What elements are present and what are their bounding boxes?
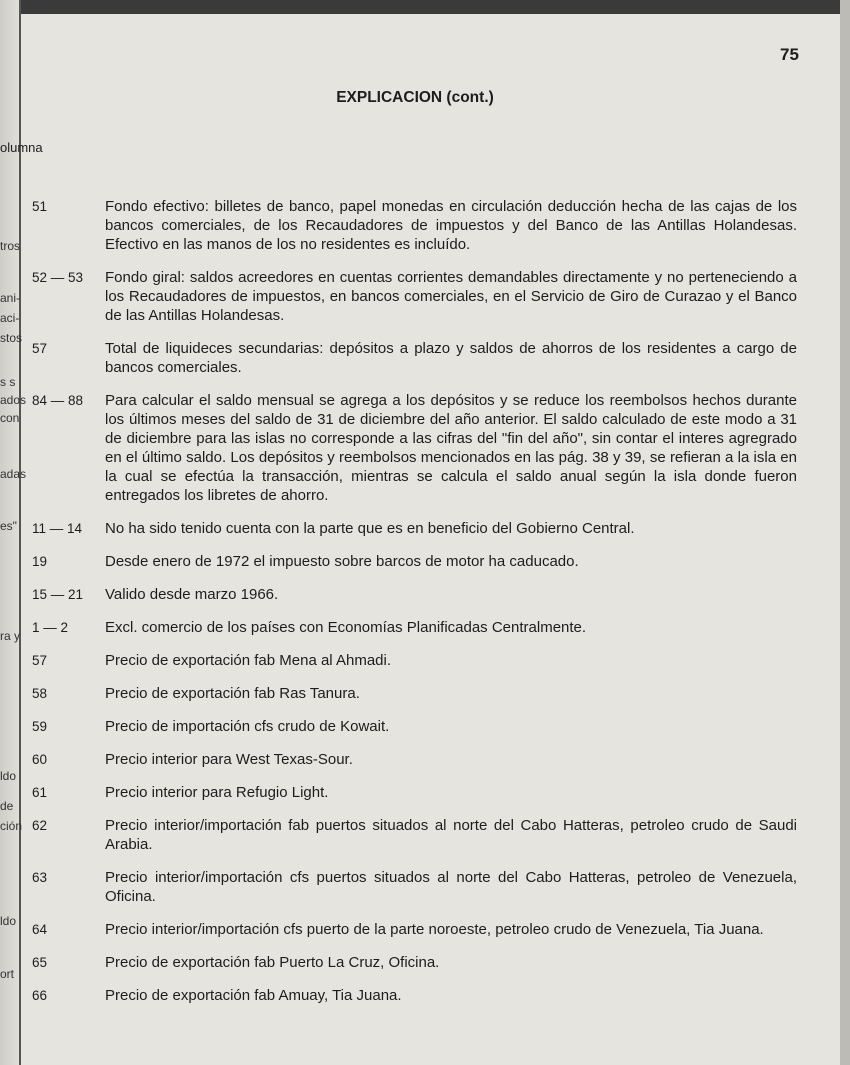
explanation-text: No ha sido tenido cuenta con la parte que es en beneficio del Gobierno Central. bbox=[105, 520, 635, 537]
list-item bbox=[0, 519, 800, 538]
margin-fragment: es" bbox=[0, 519, 17, 533]
column-number: 66 bbox=[32, 988, 48, 1003]
margin-fragment: s s bbox=[0, 375, 16, 389]
list-item bbox=[0, 717, 800, 736]
margin-fragment: tros bbox=[0, 239, 21, 253]
column-number: 52 — 53 bbox=[32, 270, 84, 285]
scan-right-edge bbox=[840, 0, 850, 1065]
title-text: EXPLICACION (cont.) bbox=[336, 89, 494, 106]
explanation-text: Precio de exportación fab Ras Tanura. bbox=[105, 685, 360, 702]
list-item bbox=[0, 684, 800, 703]
page-number: 75 bbox=[780, 45, 799, 64]
list-item bbox=[0, 783, 800, 802]
list-item bbox=[0, 953, 800, 972]
explanation-text: Fondo giral: saldos acreedores en cuentas corrientes demandables directamente y no perteneciendo a los Recaudadores de impuestos, en bancos comerciales, en el Servicio de Giro de Curazao y el Banco de las Antillas Holandesas. bbox=[105, 269, 797, 324]
margin-fragment: ra y bbox=[0, 629, 21, 643]
column-number: 58 bbox=[32, 686, 48, 701]
list-item bbox=[0, 339, 800, 377]
margin-fragment: con bbox=[0, 411, 20, 425]
margin-fragment: ldo bbox=[0, 769, 17, 783]
margin-fragment: stos bbox=[0, 331, 23, 345]
list-item bbox=[0, 268, 800, 325]
column-number: 1 — 2 bbox=[32, 620, 69, 635]
list-item bbox=[0, 391, 800, 505]
column-number: 11 — 14 bbox=[32, 521, 83, 536]
margin-fragment: ción bbox=[0, 819, 23, 833]
list-item bbox=[0, 651, 800, 670]
column-number: 61 bbox=[32, 785, 48, 800]
margin-fragment: adas bbox=[0, 467, 27, 481]
page-title bbox=[0, 89, 850, 107]
column-number: 19 bbox=[32, 554, 48, 569]
explanation-text: Precio interior para West Texas-Sour. bbox=[105, 751, 353, 768]
margin-fragment: ort bbox=[0, 967, 15, 981]
explanation-text: Desde enero de 1972 el impuesto sobre barcos de motor ha caducado. bbox=[105, 553, 579, 570]
margin-fragment: ldo bbox=[0, 914, 17, 928]
list-item bbox=[0, 986, 800, 1005]
margin-fragment: ani- bbox=[0, 291, 21, 305]
scan-top-edge bbox=[0, 0, 850, 14]
list-item bbox=[0, 868, 800, 906]
column-number: 60 bbox=[32, 752, 48, 767]
list-item bbox=[0, 816, 800, 854]
column-number: 57 bbox=[32, 341, 48, 356]
explanation-text: Total de liquideces secundarias: depósitos a plazo y saldos de ahorros de los residentes a cargo de bancos comerciales. bbox=[105, 340, 797, 376]
column-number: 64 bbox=[32, 922, 48, 937]
column-number: 62 bbox=[32, 818, 48, 833]
list-item bbox=[0, 618, 800, 637]
list-item bbox=[0, 585, 800, 604]
explanation-list bbox=[0, 197, 800, 1019]
explanation-text: Precio interior para Refugio Light. bbox=[105, 784, 329, 801]
explanation-text: Precio interior/importación fab puertos situados al norte del Cabo Hatteras, petroleo crudo de Saudi Arabia. bbox=[105, 817, 797, 853]
list-item bbox=[0, 920, 800, 939]
column-number: 84 — 88 bbox=[32, 393, 84, 408]
explanation-text: Valido desde marzo 1966. bbox=[105, 586, 279, 603]
margin-fragment: aci- bbox=[0, 311, 20, 325]
column-number: 15 — 21 bbox=[32, 587, 84, 602]
explanation-text: Precio de exportación fab Puerto La Cruz, Oficina. bbox=[105, 954, 440, 971]
list-item bbox=[0, 750, 800, 769]
column-number: 57 bbox=[32, 653, 48, 668]
column-number: 63 bbox=[32, 870, 48, 885]
explanation-text: Precio de exportación fab Mena al Ahmadi. bbox=[105, 652, 392, 669]
column-number: 59 bbox=[32, 719, 48, 734]
margin-fragment: de bbox=[0, 799, 14, 813]
column-number: 65 bbox=[32, 955, 48, 970]
list-item bbox=[0, 552, 800, 571]
explanation-text: Precio interior/importación cfs puerto de la parte noroeste, petroleo crudo de Venezuela, Tia Juana. bbox=[105, 921, 764, 938]
explanation-text: Precio de importación cfs crudo de Kowait. bbox=[105, 718, 390, 735]
explanation-text: Para calcular el saldo mensual se agrega a los depósitos y se reduce los reembolsos hechos durante los últimos meses del saldo de 31 de diciembre del año anterior. El saldo calculado de este modo a 31 de diciembre para las islas no corresponde a las cifras del "fin del año", sin contar el interes agregrado en el último saldo. Los depósitos y reembolsos mencionados en las pág. 38 y 39, se refieran a la isla en la cual se efectúa la transacción, mientras se calcula el saldo anual según la isla donde fueron entregados los libretes de ahorro. bbox=[105, 392, 797, 504]
margin-fragment: ados bbox=[0, 393, 27, 407]
column-header: olumna bbox=[0, 140, 43, 155]
column-number: 51 bbox=[32, 199, 48, 214]
explanation-text: Precio de exportación fab Amuay, Tia Juana. bbox=[105, 987, 402, 1004]
list-item bbox=[0, 197, 800, 254]
explanation-text: Fondo efectivo: billetes de banco, papel monedas en circulación deducción hecha de las cajas de los bancos comerciales, de los Recaudadores de impuestos y del Banco de las Antillas Holandesas. Efectivo en las manos de los no residentes es incluído. bbox=[105, 198, 797, 253]
explanation-text: Excl. comercio de los países con Economías Planificadas Centralmente. bbox=[105, 619, 587, 636]
explanation-text: Precio interior/importación cfs puertos situados al norte del Cabo Hatteras, petroleo de Venezuela, Oficina. bbox=[105, 869, 797, 905]
